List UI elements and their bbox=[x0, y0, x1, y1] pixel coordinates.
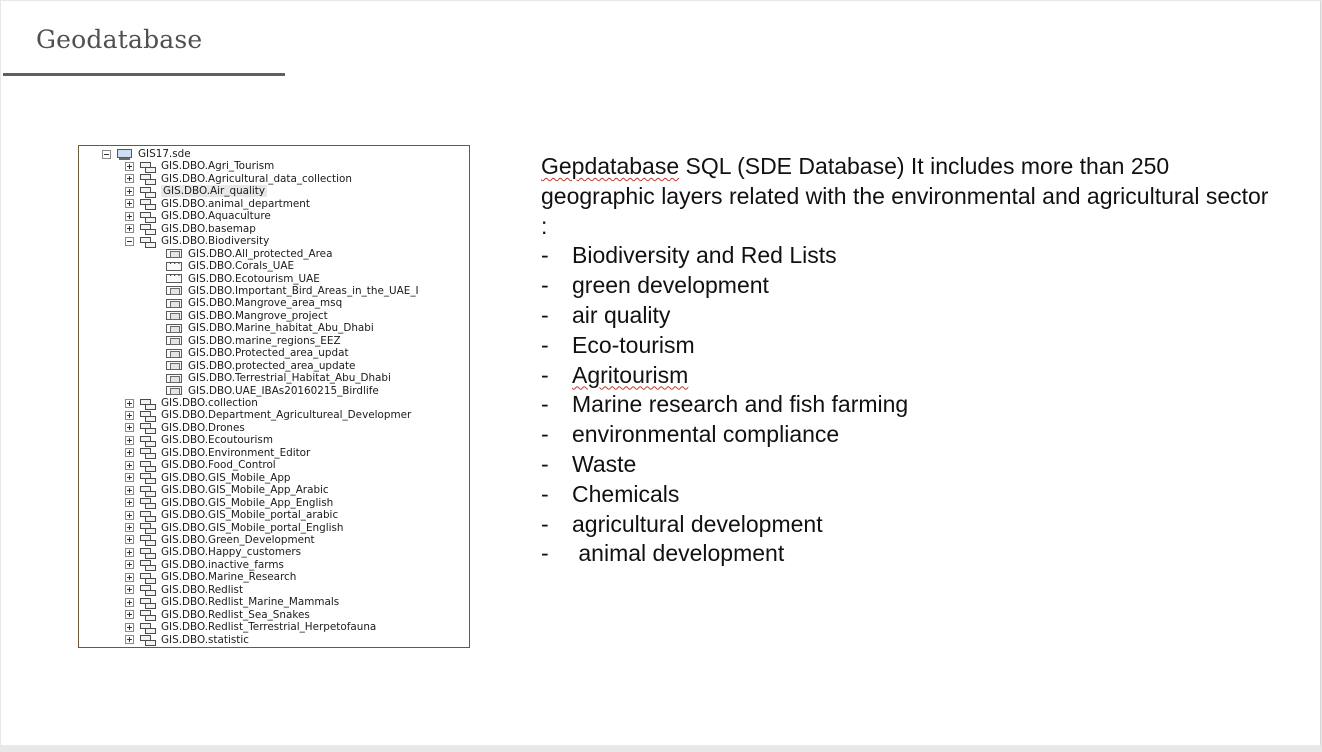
point-featureclass-icon bbox=[166, 262, 182, 271]
tree-item-label: GIS.DBO.collection bbox=[161, 397, 258, 409]
tree-item[interactable] bbox=[125, 522, 343, 534]
tree-child-item[interactable] bbox=[166, 310, 328, 322]
polygon-featureclass-icon bbox=[166, 249, 182, 258]
expand-plus-icon[interactable] bbox=[125, 486, 134, 495]
tree-item-expanded[interactable] bbox=[125, 235, 269, 247]
bullet-dash: - bbox=[541, 361, 549, 388]
tree-item-label: GIS.DBO.Mangrove_area_msq bbox=[188, 297, 343, 310]
expand-plus-icon[interactable] bbox=[125, 448, 134, 457]
feature-dataset-icon bbox=[140, 410, 156, 421]
expand-plus-icon[interactable] bbox=[125, 635, 134, 644]
tree-item-label: GIS.DBO.Redlist_Terrestrial_Herpetofauna bbox=[161, 621, 377, 634]
tree-item-label: GIS.DBO.Drones bbox=[161, 421, 245, 434]
tree-item-label: GIS.DBO.Happy_customers bbox=[161, 546, 302, 559]
tree-child-item[interactable] bbox=[166, 285, 419, 297]
tree-child-item[interactable] bbox=[166, 372, 391, 384]
tree-item-label: GIS.DBO.Department_Agricultureal_Developmer bbox=[161, 409, 412, 422]
polygon-featureclass-icon bbox=[166, 286, 182, 295]
tree-item[interactable] bbox=[125, 459, 276, 471]
expand-plus-icon[interactable] bbox=[125, 623, 134, 632]
expand-plus-icon[interactable] bbox=[125, 523, 134, 532]
feature-dataset-icon bbox=[140, 398, 156, 409]
bullet-dash: - bbox=[541, 272, 549, 299]
slide bbox=[1, 1, 1321, 745]
tree-item[interactable] bbox=[125, 409, 411, 421]
expand-plus-icon[interactable] bbox=[125, 174, 134, 183]
feature-dataset-icon bbox=[140, 485, 156, 496]
expand-plus-icon[interactable] bbox=[125, 610, 134, 619]
layer-category-label: Eco-tourism bbox=[572, 331, 695, 358]
tree-item[interactable] bbox=[125, 546, 301, 558]
tree-item[interactable] bbox=[125, 223, 256, 235]
polygon-featureclass-icon bbox=[166, 386, 182, 395]
layer-category-item bbox=[541, 241, 1281, 271]
tree-item-label: GIS17.sde bbox=[138, 148, 191, 160]
tree-root[interactable] bbox=[102, 148, 191, 160]
tree-item[interactable] bbox=[125, 198, 310, 210]
expand-plus-icon[interactable] bbox=[125, 461, 134, 470]
bullet-dash: - bbox=[541, 450, 549, 477]
description-block bbox=[541, 152, 1281, 569]
layer-category-item bbox=[541, 331, 1281, 361]
intro-word: Gepdatabase bbox=[541, 153, 680, 179]
tree-item-label: GIS.DBO.GIS_Mobile_App bbox=[161, 471, 291, 484]
bullet-dash: - bbox=[541, 331, 549, 358]
layer-category-item bbox=[541, 510, 1281, 540]
tree-item[interactable] bbox=[125, 210, 271, 222]
layer-category-label: Marine research and fish farming bbox=[572, 391, 909, 418]
feature-dataset-icon bbox=[140, 447, 156, 458]
tree-child-item[interactable] bbox=[166, 385, 379, 397]
catalog-tree-screenshot bbox=[78, 145, 470, 648]
feature-dataset-icon bbox=[140, 584, 156, 595]
slide-title: Geodatabase bbox=[36, 25, 203, 54]
tree-item-label: GIS.DBO.Redlist_Sea_Snakes bbox=[161, 608, 310, 621]
tree-item-label: GIS.DBO.Important_Bird_Areas_in_the_UAE_I bbox=[188, 284, 419, 297]
expand-plus-icon[interactable] bbox=[125, 473, 134, 482]
tree-item-label: GIS.DBO.GIS_Mobile_portal_arabic bbox=[161, 509, 339, 522]
expand-plus-icon[interactable] bbox=[125, 560, 134, 569]
tree-item-label: GIS.DBO.Terrestrial_Habitat_Abu_Dhabi bbox=[188, 372, 391, 385]
layer-category-item bbox=[541, 480, 1281, 510]
expand-plus-icon[interactable] bbox=[125, 162, 134, 171]
layer-category-label: Biodiversity and Red Lists bbox=[572, 242, 837, 269]
expand-plus-icon[interactable] bbox=[125, 585, 134, 594]
expand-plus-icon[interactable] bbox=[125, 598, 134, 607]
tree-item[interactable] bbox=[125, 534, 315, 546]
expand-plus-icon[interactable] bbox=[125, 224, 134, 233]
layer-category-label: Waste bbox=[572, 450, 637, 477]
tree-item-label: GIS.DBO.inactive_farms bbox=[161, 558, 284, 571]
tree-item-label: GIS.DBO.GIS_Mobile_App_English bbox=[161, 496, 334, 509]
expand-plus-icon[interactable] bbox=[125, 423, 134, 432]
tree-child-item[interactable] bbox=[166, 260, 294, 272]
feature-dataset-icon bbox=[140, 460, 156, 471]
tree-item[interactable] bbox=[125, 472, 291, 484]
tree-child-item[interactable] bbox=[166, 297, 342, 309]
layer-category-item bbox=[541, 539, 1281, 569]
collapse-minus-icon[interactable] bbox=[125, 237, 134, 246]
intro-text: SQL (SDE Database) It includes more than 250 geographic layers related with the environmental and agricultural sector : bbox=[541, 153, 1269, 239]
tree-item[interactable] bbox=[125, 160, 274, 172]
feature-dataset-icon bbox=[140, 236, 156, 247]
layer-category-item bbox=[541, 390, 1281, 420]
expand-plus-icon[interactable] bbox=[125, 436, 134, 445]
tree-item-label: GIS.DBO.Ecoutourism bbox=[161, 434, 273, 447]
tree-item[interactable] bbox=[125, 559, 284, 571]
tree-item[interactable] bbox=[125, 434, 273, 446]
polygon-featureclass-icon bbox=[166, 324, 182, 333]
layer-category-label: animal development bbox=[572, 540, 785, 567]
bullet-dash: - bbox=[541, 391, 549, 418]
expand-plus-icon[interactable] bbox=[125, 399, 134, 408]
collapse-minus-icon[interactable] bbox=[102, 150, 111, 159]
layer-category-label: environmental compliance bbox=[572, 421, 840, 448]
feature-dataset-icon bbox=[140, 435, 156, 446]
layer-category-item bbox=[541, 271, 1281, 301]
feature-dataset-icon bbox=[140, 634, 156, 645]
layer-category-label: green development bbox=[572, 272, 769, 299]
tree-item[interactable] bbox=[125, 185, 267, 197]
bullet-dash: - bbox=[541, 480, 549, 507]
tree-item[interactable] bbox=[125, 509, 338, 521]
tree-item-label: GIS.DBO.GIS_Mobile_portal_English bbox=[161, 521, 344, 534]
expand-plus-icon[interactable] bbox=[125, 573, 134, 582]
polygon-featureclass-icon bbox=[166, 361, 182, 370]
tree-item[interactable] bbox=[125, 571, 296, 583]
tree-item-label: GIS.DBO.Air_quality bbox=[163, 185, 266, 198]
tree-item[interactable] bbox=[125, 422, 245, 434]
tree-item-label: GIS.DBO.marine_regions_EEZ bbox=[188, 334, 341, 347]
tree-item-label: GIS.DBO.Marine_Research bbox=[161, 571, 297, 584]
tree-item-label: GIS.DBO.Redlist_Marine_Mammals bbox=[161, 596, 340, 609]
tree-item[interactable] bbox=[125, 596, 339, 608]
tree-item-label: GIS.DBO.Food_Control bbox=[161, 459, 276, 472]
feature-dataset-icon bbox=[140, 572, 156, 583]
title-underline bbox=[3, 73, 285, 76]
expand-plus-icon[interactable] bbox=[125, 411, 134, 420]
feature-dataset-icon bbox=[140, 609, 156, 620]
tree-child-item[interactable] bbox=[166, 273, 320, 285]
tree-item-label: GIS.DBO.animal_department bbox=[161, 197, 310, 210]
tree-child-item[interactable] bbox=[166, 360, 355, 372]
tree-child-item[interactable] bbox=[166, 322, 374, 334]
tree-item-label: GIS.DBO.Green_Development bbox=[161, 533, 315, 546]
point-featureclass-icon bbox=[166, 274, 182, 283]
layer-category-label: Agritourism bbox=[572, 361, 689, 388]
polygon-featureclass-icon bbox=[166, 311, 182, 320]
tree-item-label: GIS.DBO.Ecotourism_UAE bbox=[188, 272, 320, 285]
expand-plus-icon[interactable] bbox=[125, 199, 134, 208]
feature-dataset-icon bbox=[140, 497, 156, 508]
tree-item-label: GIS.DBO.Protected_area_updat bbox=[188, 347, 349, 360]
layer-category-item bbox=[541, 301, 1281, 331]
expand-plus-icon[interactable] bbox=[125, 548, 134, 557]
feature-dataset-icon bbox=[140, 534, 156, 545]
polygon-featureclass-icon bbox=[166, 336, 182, 345]
expand-plus-icon[interactable] bbox=[125, 187, 134, 196]
tree-item[interactable] bbox=[125, 497, 333, 509]
polygon-featureclass-icon bbox=[166, 349, 182, 358]
tree-item-label: GIS.DBO.Redlist bbox=[161, 583, 244, 596]
layer-category-label: Chemicals bbox=[572, 480, 680, 507]
tree-item-label: GIS.DBO.basemap bbox=[161, 222, 256, 235]
tree-item-label: GIS.DBO.Biodiversity bbox=[161, 235, 270, 248]
tree-item-label: GIS.DBO.UAE_IBAs20160215_Birdlife bbox=[188, 384, 379, 397]
feature-dataset-icon bbox=[140, 186, 156, 197]
expand-plus-icon[interactable] bbox=[125, 511, 134, 520]
tree-item[interactable] bbox=[125, 621, 376, 633]
layer-category-list bbox=[541, 241, 1281, 569]
tree-item[interactable] bbox=[125, 609, 310, 621]
tree-item[interactable] bbox=[125, 634, 249, 646]
tree-child-item[interactable] bbox=[166, 347, 349, 359]
polygon-featureclass-icon bbox=[166, 299, 182, 308]
tree-item-label: GIS.DBO.Mangrove_project bbox=[188, 309, 328, 322]
feature-dataset-icon bbox=[140, 559, 156, 570]
feature-dataset-icon bbox=[140, 622, 156, 633]
tree-item[interactable] bbox=[125, 584, 243, 596]
feature-dataset-icon bbox=[140, 223, 156, 234]
tree-item-label: GIS.DBO.Corals_UAE bbox=[188, 260, 295, 273]
feature-dataset-icon bbox=[140, 597, 156, 608]
expand-plus-icon[interactable] bbox=[125, 498, 134, 507]
tree-item-label: GIS.DBO.Environment_Editor bbox=[161, 446, 311, 459]
bullet-dash: - bbox=[541, 242, 549, 269]
layer-category-item bbox=[541, 450, 1281, 480]
tree-item-label: GIS.DBO.protected_area_update bbox=[188, 359, 356, 372]
tree-item-label: GIS.DBO.All_protected_Area bbox=[188, 247, 333, 260]
tree-item[interactable] bbox=[125, 484, 329, 496]
tree-item[interactable] bbox=[125, 173, 352, 185]
feature-dataset-icon bbox=[140, 547, 156, 558]
layer-category-label: air quality bbox=[572, 301, 671, 328]
feature-dataset-icon bbox=[140, 211, 156, 222]
layer-category-item bbox=[541, 420, 1281, 450]
feature-dataset-icon bbox=[140, 422, 156, 433]
feature-dataset-icon bbox=[140, 510, 156, 521]
layer-category-item bbox=[541, 361, 1281, 391]
tree-item[interactable] bbox=[125, 447, 310, 459]
feature-dataset-icon bbox=[140, 522, 156, 533]
feature-dataset-icon bbox=[140, 198, 156, 209]
bullet-dash: - bbox=[541, 510, 549, 537]
tree-item-label: GIS.DBO.Aquaculture bbox=[161, 210, 271, 223]
tree-item[interactable] bbox=[125, 397, 258, 409]
tree-item-label: GIS.DBO.GIS_Mobile_App_Arabic bbox=[161, 484, 329, 497]
tree-item-label: GIS.DBO.statistic bbox=[161, 633, 249, 646]
expand-plus-icon[interactable] bbox=[125, 212, 134, 221]
bullet-dash: - bbox=[541, 540, 549, 567]
tree-item-label: GIS.DBO.Marine_habitat_Abu_Dhabi bbox=[188, 322, 374, 335]
polygon-featureclass-icon bbox=[166, 374, 182, 383]
tree-item-label: GIS.DBO.Agri_Tourism bbox=[161, 160, 275, 173]
expand-plus-icon[interactable] bbox=[125, 535, 134, 544]
layer-category-label: agricultural development bbox=[572, 510, 823, 537]
feature-dataset-icon bbox=[140, 173, 156, 184]
feature-dataset-icon bbox=[140, 472, 156, 483]
tree-child-item[interactable] bbox=[166, 248, 332, 260]
intro-paragraph bbox=[541, 152, 1281, 241]
bullet-dash: - bbox=[541, 421, 549, 448]
tree-child-item[interactable] bbox=[166, 335, 341, 347]
database-connection-icon bbox=[117, 149, 133, 160]
bullet-dash: - bbox=[541, 301, 549, 328]
tree-item-label: GIS.DBO.Agricultural_data_collection bbox=[161, 172, 352, 185]
feature-dataset-icon bbox=[140, 161, 156, 172]
